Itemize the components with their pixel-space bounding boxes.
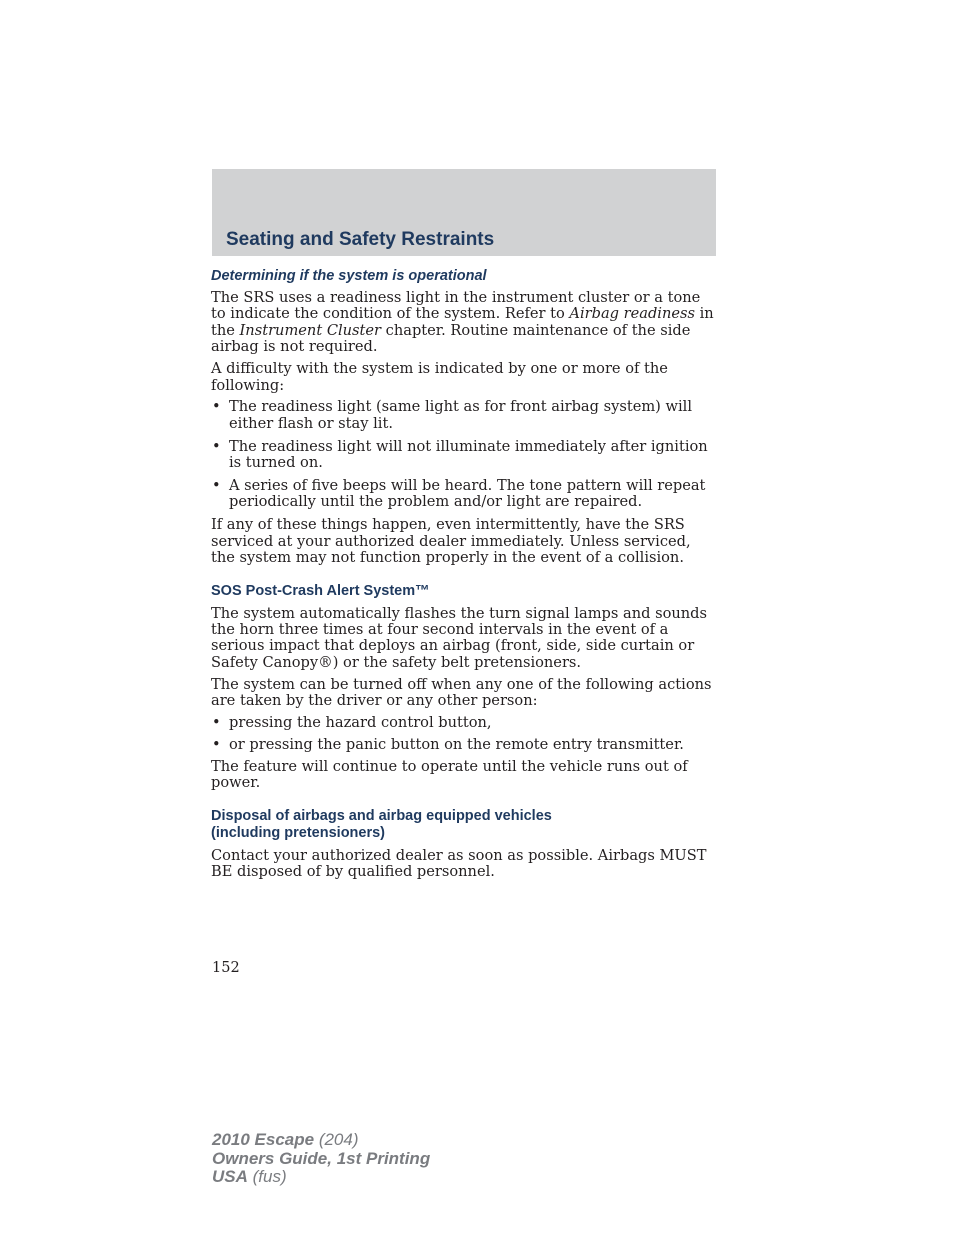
bullet-glyph: •: [212, 477, 221, 495]
paragraph-sos-description: The system automatically flashes the turn signal lamps and sounds the horn three times at four second intervals in the event of a serious impact that deploys an airbag (front, side, side curtain or Safety Canopy®) or the safety belt pretensioners.: [211, 604, 707, 671]
list-item: • or pressing the panic button on the remote entry transmitter.: [212, 735, 684, 753]
section-heading-operational: Determining if the system is operational: [211, 268, 487, 284]
list-item: • The readiness light will not illuminate immediately after ignition is turned on.: [212, 437, 708, 472]
footer-line-model: 2010 Escape (204): [212, 1130, 359, 1149]
bullet-glyph: •: [212, 735, 221, 753]
page-title: Seating and Safety Restraints: [226, 229, 495, 250]
paragraph-sos-power: The feature will continue to operate until the vehicle runs out of power.: [211, 757, 688, 792]
paragraph-sos-turn-off: The system can be turned off when any one of the following actions are taken by the driver or any other person:: [211, 675, 712, 710]
list-item: • The readiness light (same light as for front airbag system) will either flash or stay lit.: [212, 398, 692, 432]
section-heading-disposal: Disposal of airbags and airbag equipped vehicles (including pretensioners): [211, 807, 552, 841]
paragraph-srs-readiness: The SRS uses a readiness light in the instrument cluster or a tone to indicate the condition of the system. Refer to Airbag readiness in the Instrument Cluster chapter. Routine maintenance of the side airbag is not required.: [211, 289, 714, 356]
paragraph-disposal: Contact your authorized dealer as soon as possible. Airbags MUST BE disposed of by qualified personnel.: [211, 846, 707, 881]
page-number: 152: [212, 960, 240, 976]
reference-instrument-cluster: Instrument Cluster: [239, 321, 382, 339]
list-item: • pressing the hazard control button,: [212, 714, 492, 732]
footer-publication-info: [212, 1131, 430, 1187]
section-header-band: [212, 169, 716, 256]
footer-line-region: USA (fus): [212, 1167, 287, 1186]
reference-airbag-readiness: Airbag readiness: [569, 305, 695, 323]
bullet-glyph: •: [212, 714, 221, 732]
paragraph-service-warning: If any of these things happen, even intermittently, have the SRS serviced at your authorized dealer immediately. Unless serviced, the system may not function properly in the event of a collision.: [211, 516, 691, 567]
bullet-glyph: •: [212, 398, 221, 416]
footer-line-guide: Owners Guide, 1st Printing: [212, 1148, 431, 1168]
main-content: [211, 266, 717, 886]
difficulty-list: [211, 399, 717, 510]
turn-off-actions-list: [211, 715, 717, 753]
list-item: • A series of five beeps will be heard. The tone pattern will repeat periodically until the problem and/or light are repaired.: [212, 477, 706, 511]
section-heading-sos: SOS Post-Crash Alert System™: [211, 582, 430, 599]
paragraph-difficulty-intro: A difficulty with the system is indicated by one or more of the following:: [211, 360, 668, 394]
bullet-glyph: •: [212, 437, 221, 455]
